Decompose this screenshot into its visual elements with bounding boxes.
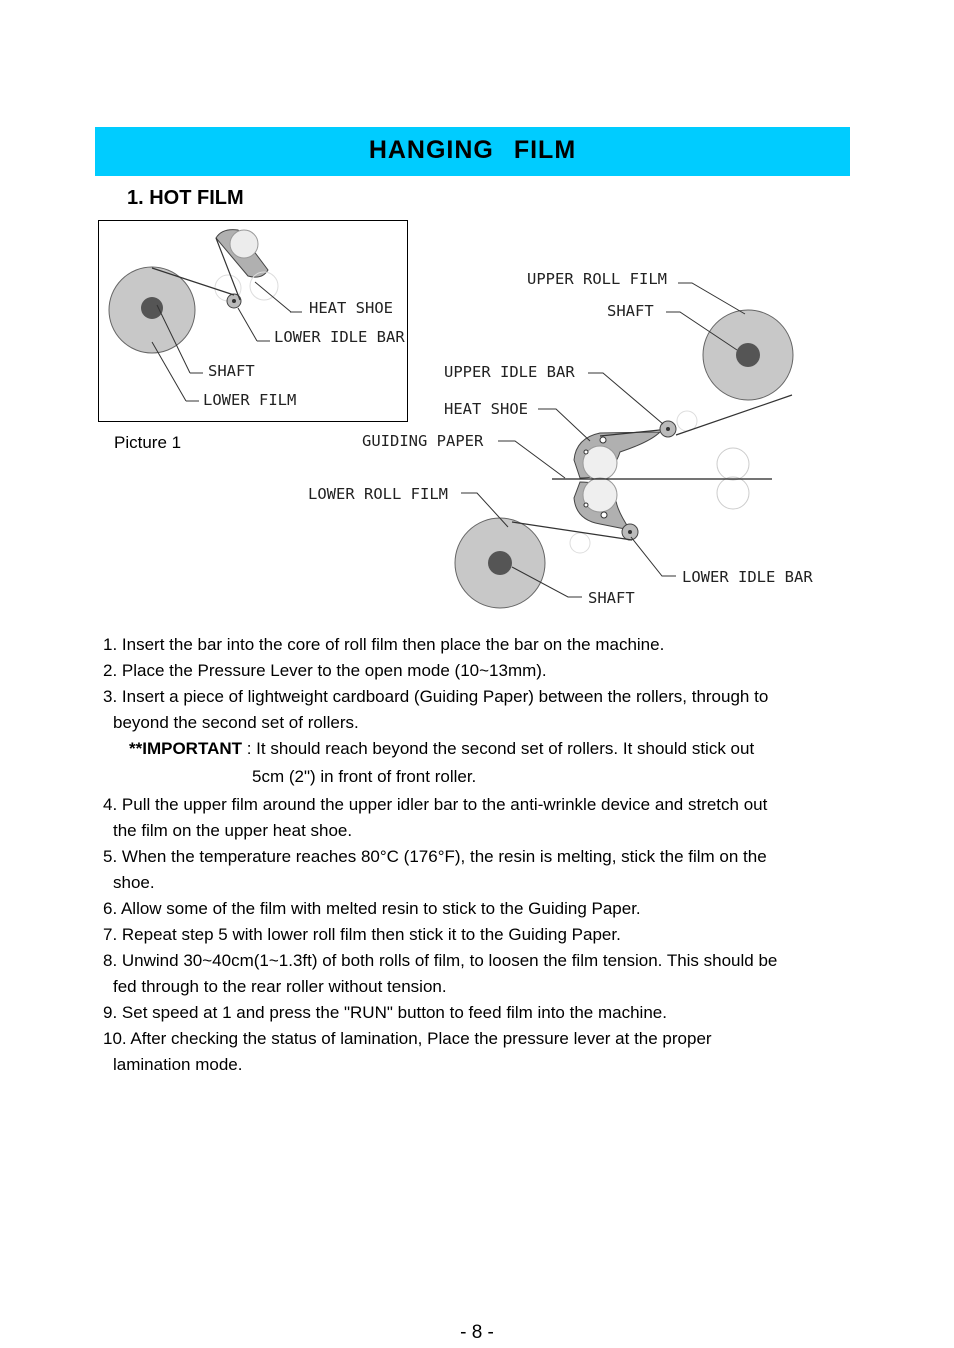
- list-item: 8. Unwind 30~40cm(1~1.3ft) of both rolls of film, to loosen the film tension. This should be: [103, 951, 778, 970]
- important-note-continuation: 5cm (2") in front of front roller.: [252, 767, 477, 786]
- label-upper-idle-bar: UPPER IDLE BAR: [444, 363, 575, 381]
- label-shaft-pic1: SHAFT: [208, 362, 255, 380]
- list-item: 2. Place the Pressure Lever to the open mode (10~13mm).: [103, 661, 547, 680]
- list-item: 6. Allow some of the film with melted resin to stick to the Guiding Paper.: [103, 899, 641, 918]
- important-label: **IMPORTANT: [129, 739, 243, 758]
- list-item: 9. Set speed at 1 and press the "RUN" button to feed film into the machine.: [103, 1003, 667, 1022]
- upper-film-path: [600, 395, 792, 436]
- rear-roller-lower: [717, 477, 749, 509]
- list-item: 3. Insert a piece of lightweight cardboard (Guiding Paper) between the rollers, through to: [103, 687, 769, 706]
- lower-film-shaft: [141, 297, 163, 319]
- list-item-continuation: fed through to the rear roller without tension.: [113, 977, 447, 996]
- picture-1-diagram: [109, 230, 405, 409]
- label-heat-shoe-pic1: HEAT SHOE: [309, 299, 393, 317]
- list-item-continuation: shoe.: [113, 873, 155, 892]
- rear-roller-upper: [717, 448, 749, 480]
- label-shaft-lower: SHAFT: [588, 589, 635, 607]
- label-upper-roll-film: UPPER ROLL FILM: [527, 270, 667, 288]
- label-heat-shoe: HEAT SHOE: [444, 400, 528, 418]
- ghost-roller: [250, 272, 278, 300]
- heat-shoe-roller: [230, 230, 258, 258]
- list-item-continuation: beyond the second set of rollers.: [113, 713, 359, 732]
- list-item: 4. Pull the upper film around the upper idler bar to the anti-wrinkle device and stretch out: [103, 795, 768, 814]
- list-item: 5. When the temperature reaches 80°C (176°F), the resin is melting, stick the film on the: [103, 847, 767, 866]
- label-guiding-paper: GUIDING PAPER: [362, 432, 484, 450]
- label-lower-roll-film: LOWER ROLL FILM: [308, 485, 448, 503]
- label-shaft-upper: SHAFT: [607, 302, 654, 320]
- label-lower-idle-bar: LOWER IDLE BAR: [682, 568, 813, 586]
- main-diagram: [308, 270, 813, 608]
- figure-caption: Picture 1: [114, 433, 182, 452]
- section-title: 1. HOT FILM: [127, 187, 244, 209]
- upper-roll-shaft: [736, 343, 760, 367]
- page-number: - 8 -: [460, 1322, 494, 1343]
- list-item-continuation: the film on the upper heat shoe.: [113, 821, 353, 840]
- important-text: : It should reach beyond the second set of rollers. It should stick out: [242, 739, 755, 758]
- list-item: 10. After checking the status of lamination, Place the pressure lever at the proper: [103, 1029, 712, 1048]
- list-item: 1. Insert the bar into the core of roll film then place the bar on the machine.: [103, 635, 665, 654]
- important-note: [103, 736, 853, 762]
- instruction-list: [103, 632, 853, 1078]
- lower-front-roller: [583, 478, 617, 512]
- page-title: HANGING FILM: [368, 136, 577, 164]
- label-lower-idle-bar-pic1: LOWER IDLE BAR: [274, 328, 405, 346]
- lower-roll-shaft: [488, 551, 512, 575]
- list-item: 7. Repeat step 5 with lower roll film then stick it to the Guiding Paper.: [103, 925, 621, 944]
- list-item-continuation: lamination mode.: [113, 1055, 243, 1074]
- label-lower-film-pic1: LOWER FILM: [203, 391, 297, 409]
- film-threading-diagram: [0, 0, 954, 620]
